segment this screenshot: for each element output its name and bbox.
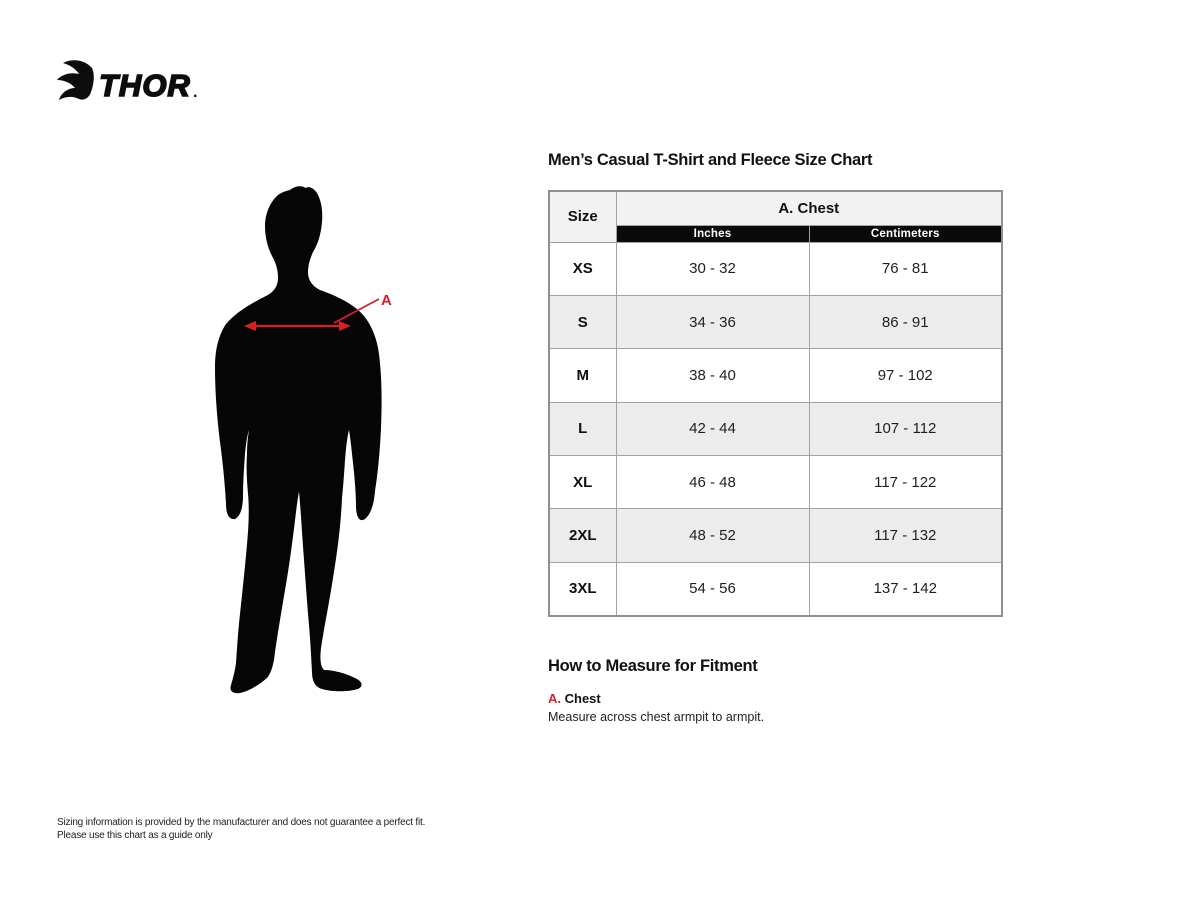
table-header-row (549, 191, 1002, 225)
size-chart-table (548, 190, 1003, 617)
inches-cell: 38 - 40 (616, 349, 809, 402)
inches-cell: 30 - 32 (616, 242, 809, 295)
centimeters-cell: 117 - 132 (809, 509, 1002, 562)
size-cell: XS (549, 242, 616, 295)
inches-cell: 34 - 36 (616, 295, 809, 348)
centimeters-cell: 137 - 142 (809, 562, 1002, 615)
column-header-inches: Inches (616, 225, 809, 242)
table-unit-row (549, 225, 1002, 242)
arrow-right-head (339, 321, 351, 331)
measure-point-label (548, 691, 601, 706)
table-row (549, 456, 1002, 509)
thor-horns-icon (57, 60, 94, 100)
disclaimer-line-2: Please use this chart as a guide only (57, 829, 213, 841)
size-chart-title: Men’s Casual T-Shirt and Fleece Size Chart (548, 151, 873, 169)
measure-label-a: A (381, 292, 392, 309)
table-row (549, 509, 1002, 562)
measure-point-name: Chest (564, 691, 601, 706)
inches-cell: 54 - 56 (616, 562, 809, 615)
column-header-chest: A. Chest (616, 191, 1002, 225)
centimeters-cell: 76 - 81 (809, 242, 1002, 295)
thor-logo-text: THOR (99, 68, 191, 103)
size-cell: M (549, 349, 616, 402)
size-cell: S (549, 295, 616, 348)
male-silhouette-figure (210, 185, 400, 700)
measure-point-letter: A. (548, 691, 561, 706)
measure-instruction: Measure across chest armpit to armpit. (548, 710, 765, 724)
chest-measurement-annotation (230, 280, 406, 342)
size-cell: XL (549, 456, 616, 509)
size-cell: 3XL (549, 562, 616, 615)
centimeters-cell: 117 - 122 (809, 456, 1002, 509)
table-row (549, 562, 1002, 615)
disclaimer (57, 817, 425, 842)
centimeters-cell: 97 - 102 (809, 349, 1002, 402)
table-row (549, 242, 1002, 295)
table-row (549, 295, 1002, 348)
leader-line (334, 299, 379, 323)
how-to-measure-heading: How to Measure for Fitment (548, 657, 758, 675)
table-row (549, 402, 1002, 455)
disclaimer-line-1: Sizing information is provided by the manufacturer and does not guarantee a perfect fit. (57, 817, 426, 828)
inches-cell: 48 - 52 (616, 509, 809, 562)
inches-cell: 46 - 48 (616, 456, 809, 509)
centimeters-cell: 86 - 91 (809, 295, 1002, 348)
column-header-size: Size (549, 191, 616, 242)
male-silhouette-shape (215, 186, 382, 693)
thor-logo (55, 58, 215, 110)
centimeters-cell: 107 - 112 (809, 402, 1002, 455)
column-header-centimeters: Centimeters (809, 225, 1002, 242)
thor-logo-mark: . (193, 84, 198, 101)
size-cell: 2XL (549, 509, 616, 562)
size-cell: L (549, 402, 616, 455)
inches-cell: 42 - 44 (616, 402, 809, 455)
table-row (549, 349, 1002, 402)
arrow-left-head (244, 321, 256, 331)
